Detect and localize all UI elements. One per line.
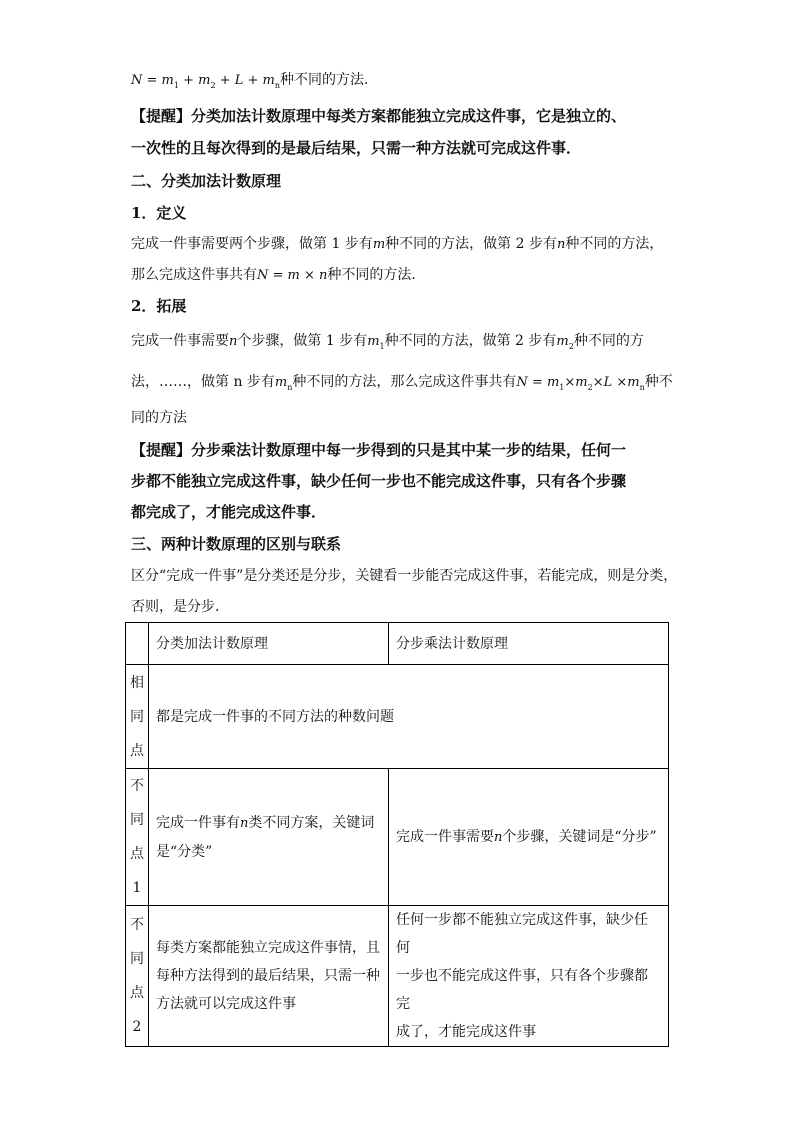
formula-part: ×m — [564, 375, 588, 390]
formula-tail: 种不同的方法． — [279, 72, 378, 88]
text: 种不同的方法， — [565, 236, 664, 252]
formula-part: ×L ×m — [592, 375, 640, 390]
text: 完成一件事需要 — [131, 333, 229, 349]
reminder1-line1: 【提醒】分类加法计数原理中每类方案都能独立完成这件事，它是独立的、 — [131, 107, 627, 125]
formula-line — [131, 70, 378, 96]
text: 种不同的方法，做第 2 步有 — [384, 333, 557, 349]
extension-line3: 同的方法 — [131, 410, 187, 426]
row-label — [126, 769, 149, 906]
label-char: 点 — [130, 846, 144, 862]
table-row — [126, 906, 669, 1047]
var-m: m — [372, 237, 386, 252]
reminder2-line2: 步都不能独立完成这件事，缺少任何一步也不能完成这件事，只有各个步骤 — [131, 472, 627, 490]
header-col-addition: 分类加法计数原理 — [149, 623, 389, 665]
formula-n: N = m — [131, 73, 174, 88]
text: 那么完成这件事共有 — [131, 267, 257, 283]
subscript: n — [639, 382, 645, 392]
label-char: 点 — [130, 742, 144, 759]
merged-cell: 都是完成一件事的不同方法的种数问题 — [149, 665, 669, 769]
text: 个步骤，做第 1 步有 — [237, 333, 368, 349]
table-header-row — [126, 623, 669, 665]
text: 完成一件事需要 — [396, 828, 494, 845]
section3-line1: 区分“完成一件事”是分类还是分步，关键看一步能否完成这件事，若能完成，则是分类， — [131, 568, 678, 584]
text: 种不同的方法． — [327, 267, 426, 283]
text: 种不同的方法，那么完成这件事共有 — [292, 374, 517, 390]
comparison-table — [125, 622, 669, 1047]
text: 完成一件事需要两个步骤，做第 1 步有 — [131, 236, 373, 252]
text: 完成一件事有 — [156, 814, 240, 831]
label-char: 不 — [130, 778, 144, 794]
multiplication-cell — [389, 906, 669, 1047]
subscript: n — [287, 382, 293, 392]
label-char: 1 — [132, 880, 142, 896]
definition-title: 1．定义 — [131, 204, 187, 222]
var-n: n — [494, 829, 503, 845]
label-char: 相 — [130, 674, 144, 691]
subscript: 2 — [210, 80, 216, 90]
table-row — [126, 769, 669, 906]
definition-line1 — [131, 234, 663, 255]
row-label — [126, 906, 149, 1047]
text: 任何一步都不能独立完成这件事，缺少任何 — [396, 912, 648, 956]
header-empty-cell — [126, 623, 149, 665]
label-char: 点 — [130, 985, 144, 1001]
reminder2-line3: 都完成了，才能完成这件事． — [131, 503, 327, 521]
reminder1-line2: 一次性的且每次得到的是最后结果，只需一种方法就可完成这件事． — [131, 139, 582, 157]
reminder2-line1: 【提醒】分步乘法计数原理中每一步得到的只是其中某一步的结果，任何一 — [131, 441, 627, 459]
extension-title: 2．拓展 — [131, 297, 187, 315]
section3-line2: 否则，是分步． — [131, 599, 229, 615]
text: 法，……，做第 n 步有 — [131, 374, 275, 390]
header-col-multiplication: 分步乘法计数原理 — [389, 623, 669, 665]
var-m2: m — [556, 334, 569, 349]
var-n: n — [240, 815, 249, 831]
text: 类不同方案，关键词 — [248, 814, 375, 831]
var-mn: m — [274, 375, 288, 390]
text: 每种方法得到的最后结果，只需一种 — [156, 968, 380, 984]
label-char: 2 — [132, 1019, 142, 1035]
section3-title: 三、两种计数原理的区别与联系 — [131, 535, 342, 553]
subscript: 1 — [173, 80, 179, 90]
addition-cell — [149, 906, 389, 1047]
row-label — [126, 665, 149, 769]
label-char: 同 — [130, 812, 144, 828]
text: 成了，才能完成这件事 — [396, 1024, 536, 1040]
section2-title: 二、分类加法计数原理 — [131, 172, 282, 190]
var-n: n — [229, 334, 238, 349]
subscript: 2 — [568, 341, 574, 351]
extension-line2 — [131, 372, 673, 398]
text: 每类方案都能独立完成这件事情，且 — [156, 940, 380, 956]
formula-part: + L + m — [215, 73, 275, 88]
formula-part: + m — [178, 73, 211, 88]
multiplication-cell — [389, 769, 669, 906]
label-char: 同 — [130, 708, 144, 725]
subscript: 2 — [587, 382, 593, 392]
var-m1: m — [367, 334, 380, 349]
definition-line2 — [131, 265, 425, 286]
text: 个步骤，关键词是“分步” — [502, 828, 657, 845]
subscript: n — [274, 80, 280, 90]
text: 方法就可以完成这件事 — [156, 996, 296, 1012]
label-char: 同 — [130, 951, 144, 967]
addition-cell — [149, 769, 389, 906]
formula-part: N = m — [516, 375, 560, 390]
text: 种不同的方法，做第 2 步有 — [385, 236, 557, 252]
subscript: 1 — [559, 382, 565, 392]
table-row — [126, 665, 669, 769]
text: 是“分类” — [156, 843, 213, 860]
text: 种不同的方 — [573, 333, 644, 349]
text: 一步也不能完成这件事，只有各个步骤都完 — [396, 968, 648, 1012]
formula: N = m × n — [257, 268, 328, 283]
var-n: n — [556, 237, 566, 252]
extension-line1 — [131, 331, 644, 357]
label-char: 不 — [130, 917, 144, 933]
text: 种不 — [644, 374, 673, 390]
subscript: 1 — [379, 341, 385, 351]
